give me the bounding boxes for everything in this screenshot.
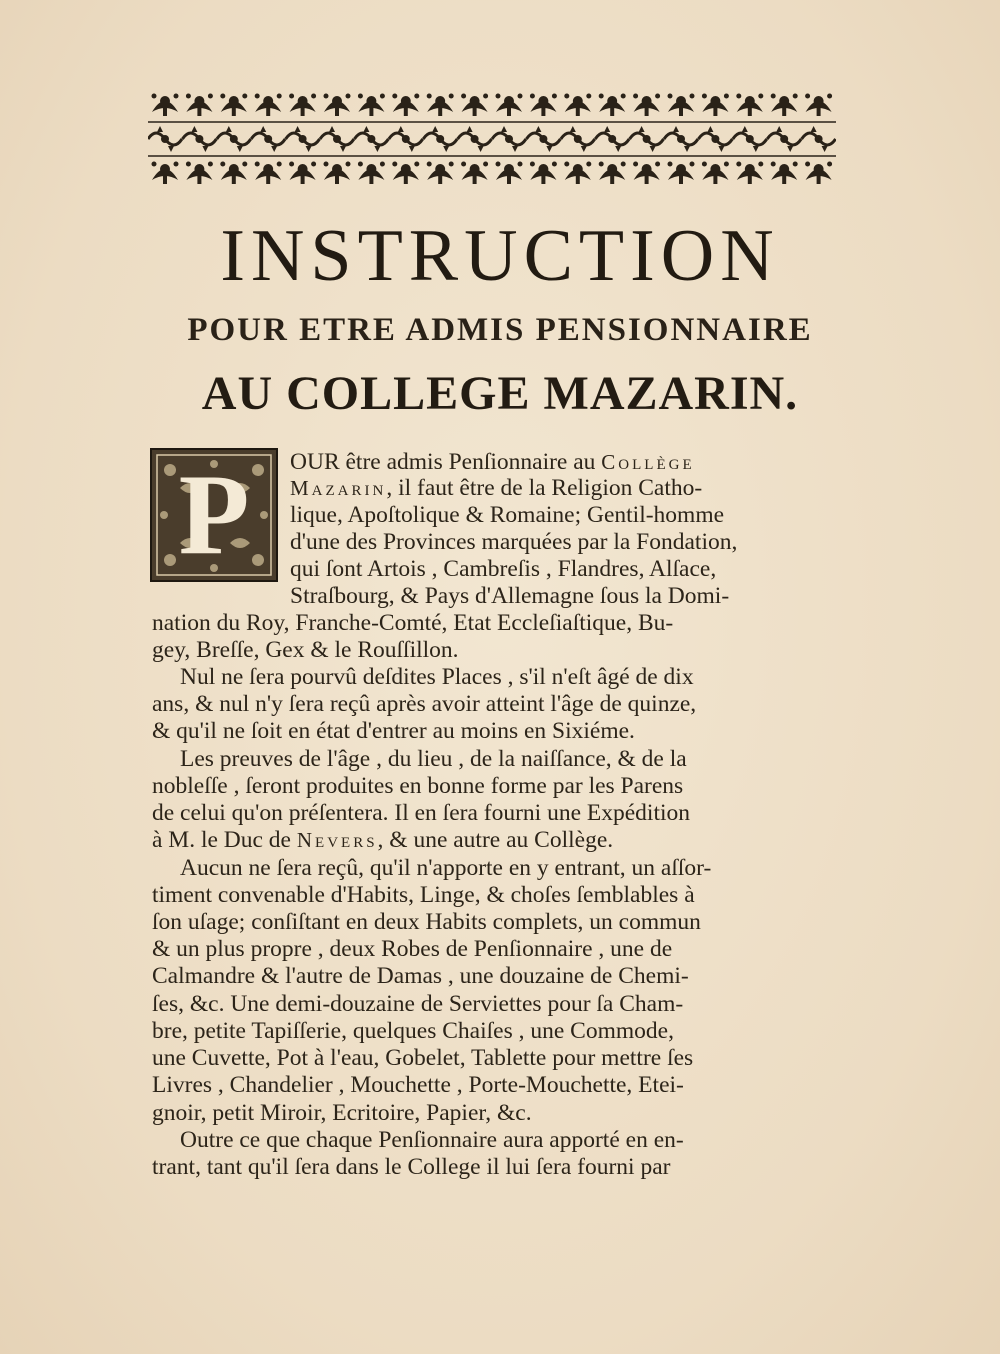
text-line-main: bre, petite Tapiſſerie, quelques Chaiſes , une Commode,	[152, 1018, 674, 1044]
text-line	[152, 882, 838, 909]
text-line	[152, 1072, 838, 1099]
text-line-main: Livres , Chandelier , Mouchette , Porte-Mouchette, Etei-	[152, 1072, 684, 1098]
text-line-main: & un plus propre , deux Robes de Penſionnaire , une de	[152, 936, 673, 962]
text-line-main: Nul ne ſera pourvû deſdites Places , s'il n'eſt âgé de dix	[180, 664, 694, 690]
ornament-band	[148, 88, 836, 190]
text-line-main: gey, Breſſe, Gex & le Rouſſillon.	[152, 637, 459, 663]
text-line-main: Straſbourg, & Pays d'Allemagne ſous la Domi-	[290, 583, 730, 609]
fleuron-ornament-icon	[148, 88, 836, 190]
text-line	[152, 610, 838, 637]
text-line-main: ſon uſage; conſiſtant en deux Habits complets, un commun	[152, 909, 701, 935]
text-line-main: Calmandre & l'autre de Damas , une douzaine de Chemi-	[152, 963, 689, 989]
text-line-main: OUR être admis Penſionnaire au	[290, 449, 602, 475]
text-line	[290, 502, 838, 529]
text-line	[152, 1045, 838, 1072]
text-line-main: nation du Roy, Franche-Comté, Etat Eccleſiaſtique, Bu-	[152, 610, 674, 636]
text-line	[152, 1018, 838, 1045]
text-line	[180, 1127, 838, 1154]
text-line	[152, 691, 838, 718]
text-line-main: ans, & nul n'y ſera reçû après avoir atteint l'âge de quinze,	[152, 691, 697, 717]
text-line-main: d'une des Provinces marquées par la Fondation,	[290, 529, 738, 555]
text-line-main: trant, tant qu'il ſera dans le College il lui ſera fourni par	[152, 1154, 671, 1180]
text-line-main: nobleſſe , ſeront produites en bonne forme par les Parens	[152, 773, 684, 799]
text-line-small-caps: Mazarin	[290, 476, 387, 500]
text-line-tail: , & une autre au Collège.	[377, 827, 614, 853]
text-line-main: lique, Apoſtolique & Romaine; Gentil-homme	[290, 502, 725, 528]
text-line	[180, 746, 838, 773]
page-subtitle-college: AU COLLEGE MAZARIN.	[201, 367, 799, 420]
text-line	[152, 827, 770, 854]
text-line	[180, 855, 838, 882]
text-line	[290, 556, 838, 583]
text-line-main: gnoir, petit Miroir, Ecritoire, Papier, &c.	[152, 1100, 532, 1126]
text-line-main: Outre ce que chaque Penſionnaire aura apporté en en-	[180, 1127, 684, 1153]
drop-cap-letter: P	[178, 451, 250, 579]
text-line	[152, 637, 560, 664]
text-line	[152, 773, 838, 800]
text-line	[152, 1100, 660, 1127]
text-line	[152, 1154, 838, 1181]
text-line-main: Les preuves de l'âge , du lieu , de la naiſſance, & de la	[180, 746, 687, 772]
text-line-main: ſes, &c. Une demi-douzaine de Serviettes pour ſa Cham-	[152, 991, 684, 1017]
drop-cap	[150, 448, 278, 582]
text-line	[152, 909, 838, 936]
text-line	[290, 475, 838, 502]
text-line	[152, 800, 838, 827]
text-line-main: qui ſont Artois , Cambreſis , Flandres, Alſace,	[290, 556, 717, 582]
text-line-tail: , il faut être de la Religion Catho-	[386, 475, 703, 501]
text-line-main: Aucun ne ſera reçû, qu'il n'apporte en y entrant, un aſſor-	[180, 855, 712, 881]
text-line-main: une Cuvette, Pot à l'eau, Gobelet, Tablette pour mettre ſes	[152, 1045, 694, 1071]
text-line	[152, 991, 838, 1018]
text-line-small-caps: Collège	[601, 450, 695, 474]
page-title: INSTRUCTION	[220, 215, 780, 297]
text-line	[290, 583, 838, 610]
text-line-main: de celui qu'on préſentera. Il en ſera fourni une Expédition	[152, 800, 690, 826]
text-line	[180, 664, 838, 691]
text-line	[152, 936, 838, 963]
text-line-main: timent convenable d'Habits, Linge, & choſes ſemblables à	[152, 882, 695, 908]
text-line	[290, 449, 838, 476]
text-line	[290, 529, 838, 556]
text-line-main: à M. le Duc de	[152, 827, 297, 853]
text-line-small-caps: Nevers	[296, 828, 378, 852]
text-line	[152, 963, 838, 990]
text-line-main: & qu'il ne ſoit en état d'entrer au moins en Sixiéme.	[152, 718, 635, 744]
text-line	[152, 718, 760, 745]
page-subtitle: POUR ETRE ADMIS PENSIONNAIRE	[187, 312, 813, 348]
